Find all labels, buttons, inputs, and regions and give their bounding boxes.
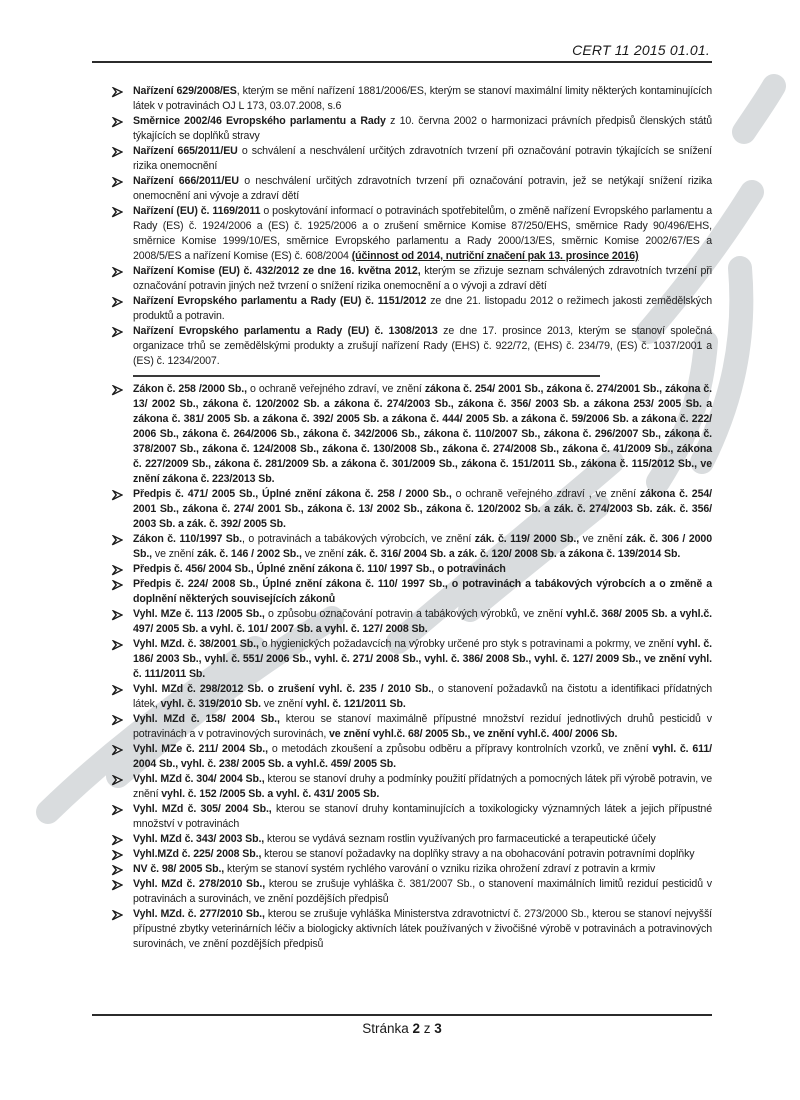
page-header [92, 42, 712, 63]
page-of-label: z [423, 1021, 431, 1036]
list-item-text: Zákon č. 258 /2000 Sb., o ochraně veřejného zdraví, ve znění zákona č. 254/ 2001 Sb., zákona č. 274/2001 Sb., zákona č. 13/ 2002 Sb., zákona č. 120/2002 Sb. a zákona č. 274/2003 Sb., zákona č. 356/ 2003 Sb. a zákona 253/ 2005 Sb. a zákona č. 381/ 2005 Sb. a zákona č. 392/ 2005 Sb. a zákona č. 444/ 2005 Sb. a zákona č. 59/2006 Sb. a zákona č. 222/ 2006 Sb., zákona č. 264/2006 Sb., zákona č. 342/2006 Sb., zákona č. 110/2007 Sb., zákona č. 296/2007 Sb., zákona č. 378/2007 Sb., zákona č. 124/2008 Sb., zákona č. 130/2008 Sb., zákona č. 274/2008 Sb., zákona č. 41/2009 Sb., zákona č. 227/2009 Sb., zákona č. 281/2009 Sb. a zákona č. 301/2009 Sb., zákona č. 151/2011 Sb., zákona č. 115/2012 Sb., ve znění zákona č. 223/2013 Sb. [133, 383, 712, 485]
current-page: 2 [412, 1021, 420, 1036]
arrow-bullet-icon [92, 144, 133, 158]
list-item-text: Vyhl. MZd č. 278/2010 Sb., kterou se zrušuje vyhláška č. 381/2007 Sb., o stanovení maximálních limitů reziduí pesticidů v potravinách a surovinách, ve znění pozdějších předpisů [133, 878, 712, 905]
arrow-bullet-icon [92, 682, 133, 696]
arrow-bullet-icon [92, 772, 133, 786]
list-item-text: Předpis č. 456/ 2004 Sb., Úplné znění zákona č. 110/ 1997 Sb., o potravinách [133, 563, 506, 575]
list-item [92, 264, 712, 294]
list-item-text: Nařízení Evropského parlamentu a Rady (EU) č. 1151/2012 ze dne 21. listopadu 2012 o režimech jakosti zemědělských produktů a potravin. [133, 295, 712, 322]
page-footer [92, 1014, 712, 1036]
section-separator [133, 375, 600, 377]
arrow-bullet-icon [92, 487, 133, 501]
arrow-bullet-icon [92, 607, 133, 621]
list-item [92, 324, 712, 369]
page-content [92, 84, 712, 952]
arrow-bullet-icon [92, 532, 133, 546]
list-item-text: Předpis č. 224/ 2008 Sb., Úplné znění zákona č. 110/ 1997 Sb., o potravinách a tabákových výrobcích a o změně a doplnění některých souvisejících zákonů [133, 578, 712, 605]
arrow-bullet-icon [92, 847, 133, 861]
arrow-bullet-icon [92, 862, 133, 876]
list-item-text: Vyhl.MZd č. 225/ 2008 Sb., kterou se stanoví požadavky na doplňky stravy a na obohacování potravin potravními doplňky [133, 848, 695, 860]
header-rule [92, 61, 712, 63]
page-label: Stránka [362, 1021, 409, 1036]
list-item-text: Směrnice 2002/46 Evropského parlamentu a Rady z 10. června 2002 o harmonizaci právních předpisů členských států týkajících se doplňků stravy [133, 115, 712, 142]
arrow-bullet-icon [92, 802, 133, 816]
list-item-text: Nařízení 665/2011/EU o schválení a neschválení určitých zdravotních tvrzení při označování potravin týkajících se snížení rizika onemocnění [133, 145, 712, 172]
arrow-bullet-icon [92, 294, 133, 308]
list-item [92, 487, 712, 532]
arrow-bullet-icon [92, 204, 133, 218]
list-item-text: Předpis č. 471/ 2005 Sb., Úplné znění zákona č. 258 / 2000 Sb., o ochraně veřejného zdraví , ve znění zákona č. 254/ 2001 Sb., zákona č. 274/ 2001 Sb., zákona č. 13/ 2002 Sb., zákona č. 120/2002 Sb. a zák. č. 274/2003 Sb. zák. č. 356/ 2003 Sb. a zák. č. 392/ 2005 Sb. [133, 488, 712, 530]
arrow-bullet-icon [92, 907, 133, 921]
list-item [92, 847, 712, 862]
page-number [92, 1016, 712, 1036]
list-item-text: NV č. 98/ 2005 Sb., kterým se stanoví systém rychlého varování o vzniku rizika ohrožení zdraví z potravin a krmiv [133, 863, 656, 875]
list-item-text: Zákon č. 110/1997 Sb., o potravinách a tabákových výrobcích, ve znění zák. č. 119/ 2000 Sb., ve znění zák. č. 306 / 2000 Sb., ve znění zák. č. 146 / 2002 Sb., ve znění zák. č. 316/ 2004 Sb. a zák. č. 120/ 2008 Sb. a zákona č. 139/2014 Sb. [133, 533, 712, 560]
header-title: CERT 11 2015 01.01. [572, 42, 710, 58]
arrow-bullet-icon [92, 174, 133, 188]
list-item-text: Vyhl. MZd č. 305/ 2004 Sb., kterou se stanoví druhy kontaminujících a toxikologicky významných látek a jejich přípustné množství v potravinách [133, 803, 712, 830]
arrow-bullet-icon [92, 324, 133, 338]
list-item-text: Vyhl. MZd č. 158/ 2004 Sb., kterou se stanoví maximálně přípustné množství reziduí jednotlivých druhů pesticidů v potravinách a v potravinových surovinách, ve znění vyhl.č. 68/ 2005 Sb., ve znění vyhl.č. 400/ 2006 Sb. [133, 713, 712, 740]
national-regulations-list [92, 382, 712, 952]
arrow-bullet-icon [92, 712, 133, 726]
list-item-text: Vyhl. MZe č. 211/ 2004 Sb., o metodách zkoušení a způsobu odběru a přípravy kontrolních vzorků, ve znění vyhl. č. 611/ 2004 Sb., vyhl. č. 238/ 2005 Sb. a vyhl.č. 459/ 2005 Sb. [133, 743, 712, 770]
list-item-text: Vyhl. MZd č. 298/2012 Sb. o zrušení vyhl. č. 235 / 2010 Sb., o stanovení požadavků na čistotu a identifikaci přídatných látek, vyhl. č. 319/2010 Sb. ve znění vyhl. č. 121/2011 Sb. [133, 683, 712, 710]
list-item-text: Vyhl. MZd. č. 277/2010 Sb., kterou se zrušuje vyhláška Ministerstva zdravotnictví č. 273/2000 Sb., kterou se stanoví nejvyšší přípustné zbytky veterinárních léčiv a biologicky aktivních látek používaných v živočišné výrobě v potravinách a potravinových surovinách, ve znění pozdějších předpisů [133, 908, 712, 950]
list-item [92, 682, 712, 712]
arrow-bullet-icon [92, 114, 133, 128]
list-item [92, 907, 712, 952]
arrow-bullet-icon [92, 637, 133, 651]
list-item [92, 144, 712, 174]
list-item [92, 742, 712, 772]
list-item [92, 802, 712, 832]
list-item-text: Nařízení Komise (EU) č. 432/2012 ze dne 16. května 2012, kterým se zřizuje seznam schválených zdravotních tvrzení při označování potravin jiných než tvrzení o snížení rizika onemocnění a o vývoji a zdraví dětí [133, 265, 712, 292]
list-item [92, 562, 712, 577]
list-item [92, 84, 712, 114]
list-item [92, 174, 712, 204]
list-item [92, 862, 712, 877]
list-item-text: Nařízení Evropského parlamentu a Rady (EU) č. 1308/2013 ze dne 17. prosince 2013, kterým se stanoví společná organizace trhů se zemědělskými produkty a zrušují nařízení Rady (EHS) č. 922/72, (EHS) č. 234/79, (ES) č. 1037/2001 a (ES) č. 1234/2007. [133, 325, 712, 367]
list-item [92, 577, 712, 607]
arrow-bullet-icon [92, 382, 133, 396]
list-item-text: Vyhl. MZd. č. 38/2001 Sb., o hygienických požadavcích na výrobky určené pro styk s potravinami a pokrmy, ve znění vyhl. č. 186/ 2003 Sb., vyhl. č. 551/ 2006 Sb., vyhl. č. 271/ 2008 Sb., vyhl. č. 386/ 2008 Sb., vyhl. č. 127/ 2009 Sb., ve znění vyhl. č. 111/2011 Sb. [133, 638, 713, 680]
list-item [92, 532, 712, 562]
list-item-text: Vyhl. MZd č. 304/ 2004 Sb., kterou se stanoví druhy a podmínky použití přídatných a pomocných látek při výrobě potravin, ve znění vyhl. č. 152 /2005 Sb. a vyhl. č. 431/ 2005 Sb. [133, 773, 713, 800]
list-item-text: Vyhl. MZd č. 343/ 2003 Sb., kterou se vydává seznam rostlin využívaných pro farmaceutické a terapeutické účely [133, 833, 656, 845]
list-item [92, 204, 712, 264]
list-item [92, 114, 712, 144]
list-item [92, 637, 712, 682]
list-item-text: Nařízení 629/2008/ES, kterým se mění nařízení 1881/2006/ES, kterým se stanoví maximální limity některých kontaminujících látek v potravinách OJ L 173, 03.07.2008, s.6 [133, 85, 713, 112]
list-item [92, 832, 712, 847]
list-item [92, 877, 712, 907]
list-item [92, 772, 712, 802]
eu-regulations-list [92, 84, 712, 369]
total-pages: 3 [434, 1021, 442, 1036]
arrow-bullet-icon [92, 877, 133, 891]
list-item-text: Vyhl. MZe č. 113 /2005 Sb., o způsobu označování potravin a tabákových výrobků, ve znění vyhl.č. 368/ 2005 Sb. a vyhl.č. 497/ 2005 Sb. a vyhl. č. 101/ 2007 Sb. a vyhl. č. 127/ 2008 Sb. [133, 608, 712, 635]
list-item [92, 712, 712, 742]
arrow-bullet-icon [92, 832, 133, 846]
list-item-text: Nařízení 666/2011/EU o neschválení určitých zdravotních tvrzení při označování potravin, jež se netýkají snížení rizika onemocnění ani vývoje a zdraví dětí [133, 175, 712, 202]
arrow-bullet-icon [92, 264, 133, 278]
arrow-bullet-icon [92, 577, 133, 591]
list-item-text: Nařízení (EU) č. 1169/2011 o poskytování informací o potravinách spotřebitelům, o změně nařízení Evropského parlamentu a Rady (ES) č. 1924/2006 a (ES) č. 1925/2006 a o zrušení směrnice Komise 87/250/EHS, směrnice Rady 90/496/EHS, směrnice Komise 1999/10/ES, směrnice Evropského parlamentu a Rady 2000/13/ES, směrnic Komise 2002/67/ES a 2008/5/ES a nařízení Komise (ES) č. 608/2004 (účinnost od 2014, nutriční značení pak 13. prosince 2016) [133, 205, 712, 262]
arrow-bullet-icon [92, 562, 133, 576]
list-item [92, 607, 712, 637]
arrow-bullet-icon [92, 742, 133, 756]
list-item [92, 294, 712, 324]
list-item [92, 382, 712, 487]
arrow-bullet-icon [92, 84, 133, 98]
